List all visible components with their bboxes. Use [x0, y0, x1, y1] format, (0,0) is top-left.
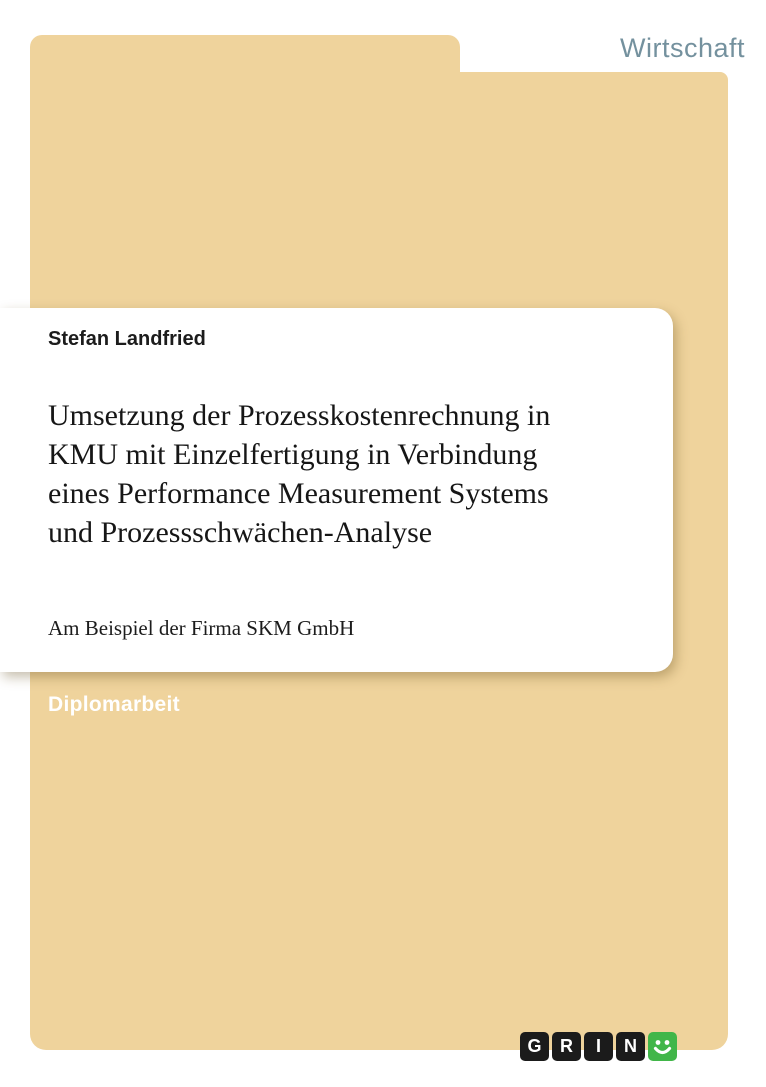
title-line-2: KMU mit Einzelfertigung in Verbindung [48, 438, 538, 471]
author-name: Stefan Landfried [48, 328, 206, 350]
document-type-label: Diplomarbeit [48, 693, 180, 716]
logo-letter-tile-g: G [520, 1032, 549, 1061]
category-label: Wirtschaft [619, 33, 745, 63]
title-line-1: Umsetzung der Prozesskostenrechnung in [48, 399, 551, 432]
smiley-icon [648, 1032, 677, 1061]
book-title [48, 396, 550, 552]
title-line-3: eines Performance Measurement Systems [48, 477, 549, 510]
logo-letter-tile-r: R [552, 1032, 581, 1061]
title-line-4: und Prozessschwächen-Analyse [48, 516, 433, 549]
title-panel [0, 308, 673, 672]
grin-logo [520, 1032, 677, 1061]
logo-letter-tile-n: N [616, 1032, 645, 1061]
subtitle: Am Beispiel der Firma SKM GmbH [48, 616, 355, 640]
logo-letter-tile-i: I [584, 1032, 613, 1061]
